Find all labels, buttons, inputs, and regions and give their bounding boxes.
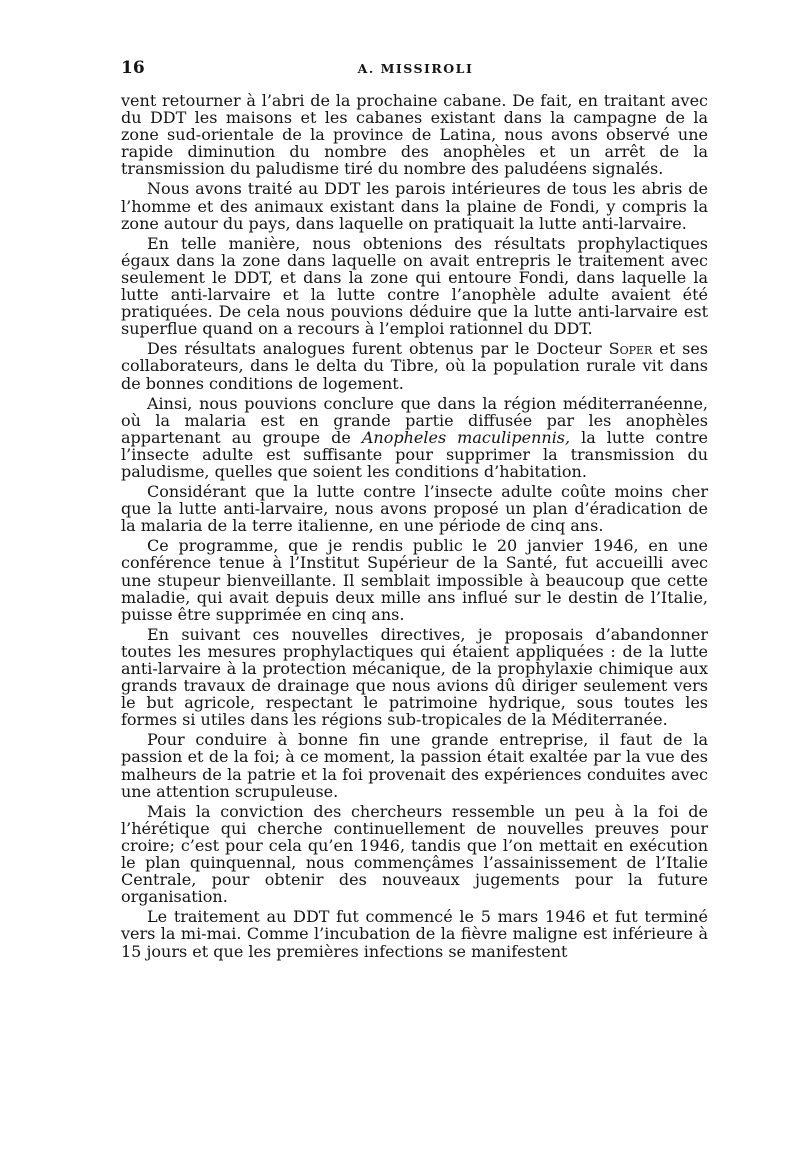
paragraph (121, 340, 708, 391)
paragraph-text: Ainsi, nous pouvions conclure que dans la région méditerranéenne, où la malaria est en grande partie diffusée par les anophèles appartenant au groupe de (121, 393, 708, 447)
body-text (121, 92, 708, 963)
paragraph: Pour conduire à bonne fin une grande entreprise, il faut de la passion et de la foi; à ce moment, la passion était exaltée par la vue des malheurs de la patrie et la foi provenait des expériences conduites avec une attention scrupuleuse. (121, 730, 708, 801)
paragraph-text: Des résultats analogues furent obtenus par le Docteur (147, 339, 609, 359)
paragraph-text: la lutte contre l’insecte adulte est suffisante pour supprimer la transmission du paludisme, quelles que soient les conditions d’habitation. (121, 427, 709, 481)
paragraph: Ce programme, que je rendis public le 20 janvier 1946, en une conférence tenue à l’Institut Supérieur de la Santé, fut accueilli avec une stupeur bienveillante. Il semblait impossible à beaucoup que cette maladie, qui avait depuis deux mille ans influé sur le destin de l’Italie, puisse être supprimée en cinq ans. (121, 536, 708, 624)
paragraph: vent retourner à l’abri de la prochaine cabane. De fait, en traitant avec du DDT les maisons et les cabanes existant dans la campagne de la zone sud-orientale de la province de Latina, nous avons observé une rapide diminution du nombre des anophèles et un arrêt de la transmission du paludisme tiré du nombre des paludéens signalés. (121, 91, 708, 179)
author-name: Soper (608, 339, 653, 359)
paragraph: En telle manière, nous obtenions des résultats prophylactiques égaux dans la zone dans laquelle on avait entrepris le traitement avec seulement le DDT, et dans la zone qui entoure Fondi, dans laquelle la lutte anti-larvaire et la lutte contre l’anophèle adulte avaient été pratiquées. De cela nous pouvions déduire que la lutte anti-larvaire est superflue quand on a recours à l’emploi rationnel du DDT. (121, 233, 708, 339)
page-header (121, 58, 710, 82)
paragraph: Considérant que la lutte contre l’insecte adulte coûte moins cher que la lutte anti-larvaire, nous avons proposé un plan d’éradication de la malaria de la terre italienne, en une période de cinq ans. (121, 482, 708, 536)
species-name: Anopheles maculipennis, (361, 427, 571, 447)
paragraph: Mais la conviction des chercheurs ressemble un peu à la foi de l’hérétique qui cherche continuellement de nouvelles preuves pour croire; c’est pour cela qu’en 1946, tandis que l’on mettait en exécution le plan quinquennal, nous commençâmes l’assainissement de l’Italie Centrale, pour obtenir des nouveaux jugements pour la future organisation. (121, 801, 708, 907)
paragraph (121, 395, 708, 480)
paragraph: Nous avons traité au DDT les parois intérieures de tous les abris de l’homme et des animaux existant dans la plaine de Fondi, y compris la zone autour du pays, dans laquelle on pratiquait la lutte anti-larvaire. (121, 179, 708, 233)
paragraph-text: et ses collaborateurs, dans le delta du Tibre, où la population rurale vit dans de bonnes conditions de logement. (121, 339, 708, 393)
paragraph: Le traitement au DDT fut commencé le 5 mars 1946 et fut terminé vers la mi-mai. Comme l’incubation de la fièvre maligne est inférieure à 15 jours et que les premières infections se manifestent (121, 907, 708, 961)
running-head: A. MISSIROLI (357, 61, 474, 76)
page-number: 16 (121, 58, 145, 78)
paragraph: En suivant ces nouvelles directives, je proposais d’abandonner toutes les mesures prophylactiques qui étaient appliquées : de la lutte anti-larvaire à la protection mécanique, de la prophylaxie chimique aux grands travaux de drainage que nous avions dû diriger seulement vers le but agricole, respectant le patrimoine hydrique, sous toutes les formes si utiles dans les régions sub-tropicales de la Méditerranée. (121, 624, 708, 730)
